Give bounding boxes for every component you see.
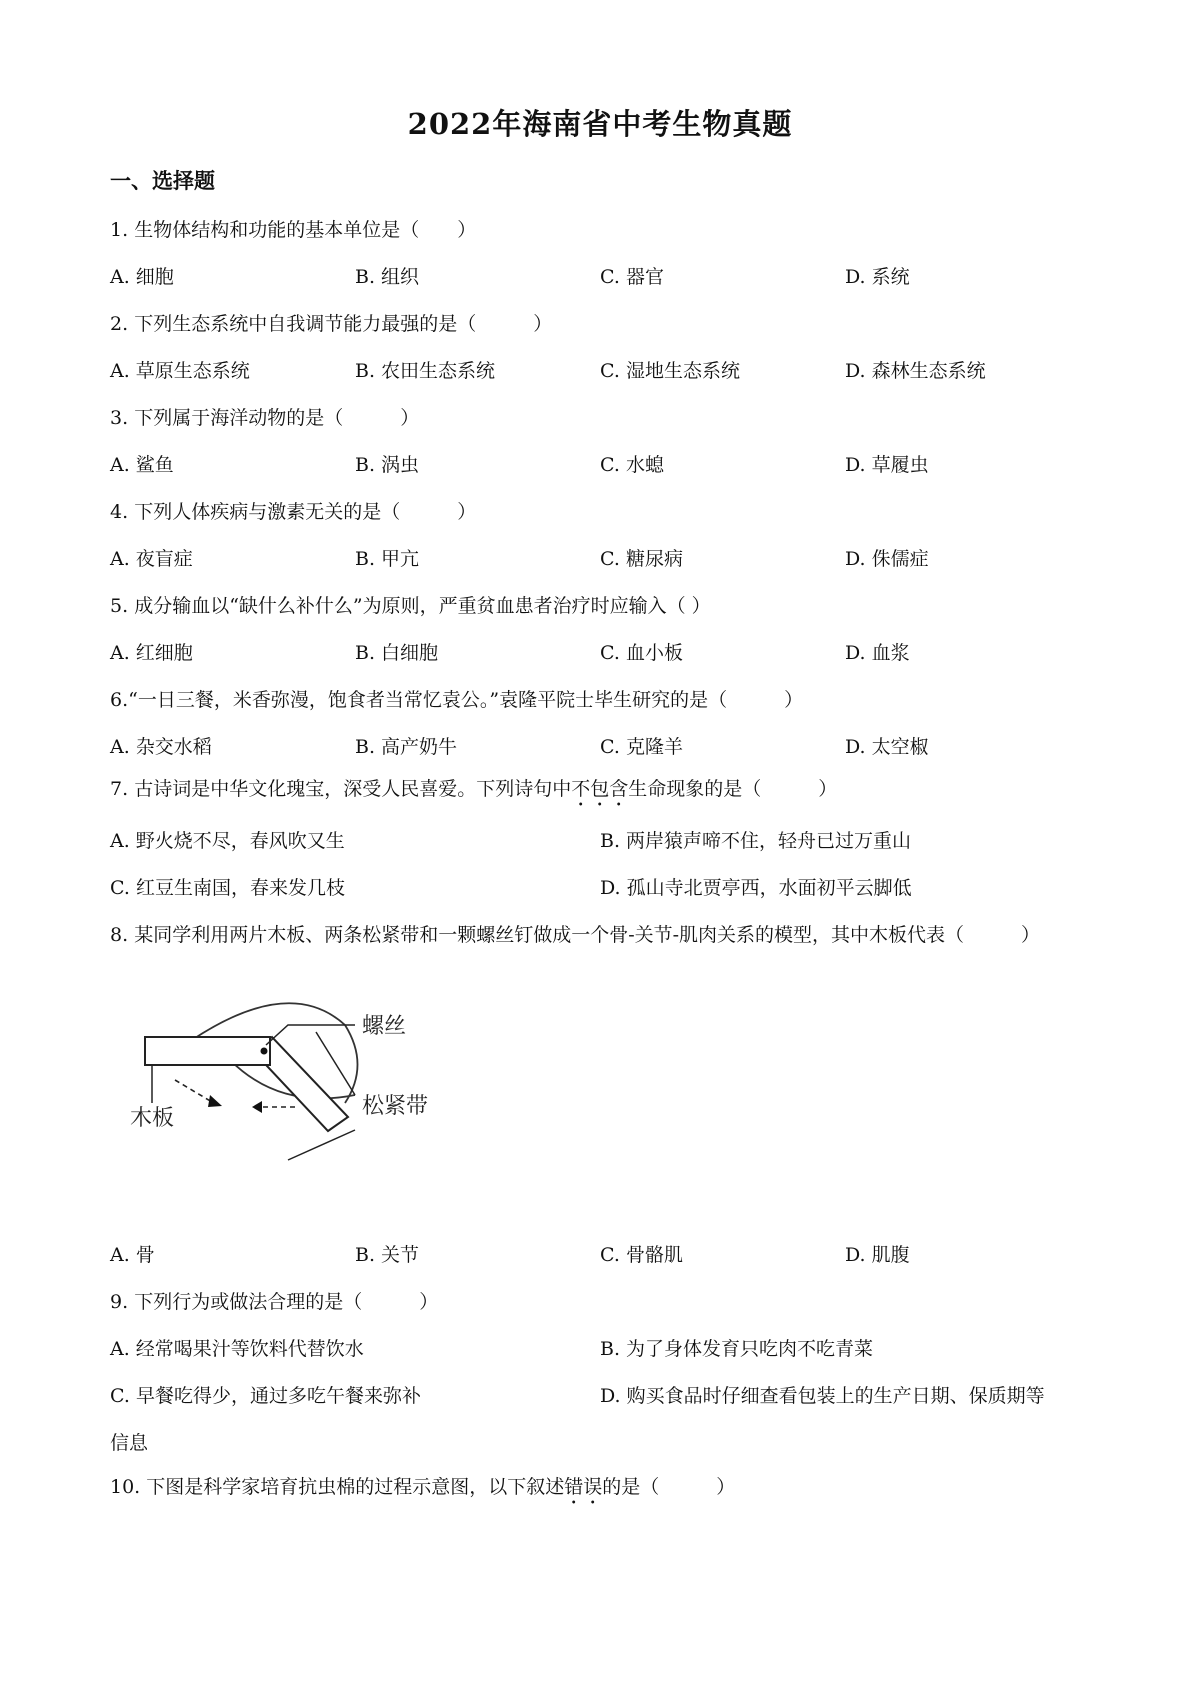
question-5	[110, 591, 711, 618]
arrow-head	[208, 1095, 222, 1107]
option-b: B. 两岸猿声啼不住，轻舟已过万重山	[600, 830, 912, 852]
option-c: C. 糖尿病	[600, 548, 683, 570]
question-text: 某同学利用两片木板、两条松紧带和一颗螺丝钉做成一个骨-关节-肌肉关系的模型，其中木板代表（ ）	[134, 924, 1041, 946]
question-text-tail: 的是（ ）	[602, 1476, 736, 1498]
option-d: D. 草履虫	[845, 454, 929, 476]
option-a: A. 细胞	[110, 266, 174, 288]
option-c: C. 红豆生南国，春来发几枝	[110, 877, 345, 899]
question-text: 下图是科学家培育抗虫棉的过程示意图，以下叙述	[146, 1476, 565, 1498]
section-title: 一、选择题	[110, 168, 215, 193]
question-text: “一日三餐，米香弥漫，饱食者当常忆袁公。”袁隆平院士毕生研究的是（ ）	[128, 689, 804, 711]
option-b: B. 高产奶牛	[355, 736, 458, 758]
option-c: C. 骨骼肌	[600, 1244, 683, 1266]
option-d-continuation: 信息	[110, 1432, 149, 1454]
question-number: 1.	[110, 219, 129, 241]
question-7	[110, 774, 837, 811]
option-c: C. 器官	[600, 266, 664, 288]
option-c: C. 克隆羊	[600, 736, 683, 758]
option-a: A. 骨	[110, 1244, 155, 1266]
leader-band-2	[288, 1130, 355, 1160]
emphasized-text: 错误	[564, 1476, 603, 1498]
option-d: D. 侏儒症	[845, 548, 929, 570]
question-3	[110, 403, 419, 430]
question-10	[110, 1472, 735, 1509]
option-a: A. 夜盲症	[110, 548, 193, 570]
option-d: D. 孤山寺北贾亭西，水面初平云脚低	[600, 877, 912, 899]
question-1	[110, 215, 476, 242]
question-text: 成分输血以“缺什么补什么”为原则，严重贫血患者治疗时应输入（ ）	[134, 595, 711, 617]
option-d: D. 森林生态系统	[845, 360, 986, 382]
option-b: B. 涡虫	[355, 454, 420, 476]
option-c: C. 水螅	[600, 454, 664, 476]
option-d: D. 血浆	[845, 642, 910, 664]
question-number: 2.	[110, 313, 129, 335]
page-title: 2022年海南省中考生物真题	[407, 107, 793, 141]
label-elastic-band: 松紧带	[362, 1094, 429, 1119]
question-text: 下列属于海洋动物的是（ ）	[134, 407, 420, 429]
question-text-tail: 生命现象的是（ ）	[628, 778, 838, 800]
bone-joint-muscle-model-figure	[130, 985, 460, 1170]
option-b: B. 组织	[355, 266, 420, 288]
option-d: D. 购买食品时仔细查看包装上的生产日期、保质期等	[600, 1385, 1045, 1407]
option-b: B. 白细胞	[355, 642, 439, 664]
option-c: C. 湿地生态系统	[600, 360, 740, 382]
label-screw: 螺丝	[362, 1014, 407, 1039]
option-a: A. 经常喝果汁等饮料代替饮水	[110, 1338, 364, 1360]
question-text: 生物体结构和功能的基本单位是（ ）	[134, 219, 477, 241]
question-6	[110, 685, 803, 712]
question-text: 下列行为或做法合理的是（ ）	[134, 1291, 439, 1313]
question-number: 8.	[110, 924, 129, 946]
option-a: A. 草原生态系统	[110, 360, 250, 382]
question-9	[110, 1287, 438, 1314]
question-number: 4.	[110, 501, 129, 523]
question-2	[110, 309, 552, 336]
question-number: 9.	[110, 1291, 129, 1313]
question-number: 3.	[110, 407, 129, 429]
option-c: C. 早餐吃得少，通过多吃午餐来弥补	[110, 1385, 421, 1407]
question-8	[110, 920, 1040, 947]
question-text: 下列人体疾病与激素无关的是（ ）	[134, 501, 477, 523]
option-d: D. 太空椒	[845, 736, 929, 758]
leader-screw	[266, 1025, 355, 1045]
option-b: B. 为了身体发育只吃肉不吃青菜	[600, 1338, 874, 1360]
question-4	[110, 497, 476, 524]
arrow-head	[252, 1101, 262, 1113]
question-text: 下列生态系统中自我调节能力最强的是（ ）	[134, 313, 553, 335]
option-b: B. 农田生态系统	[355, 360, 496, 382]
question-number: 6.	[110, 689, 129, 711]
question-number: 7.	[110, 778, 129, 800]
leader-band-1	[316, 1032, 355, 1095]
option-a: A. 杂交水稻	[110, 736, 212, 758]
question-number: 5.	[110, 595, 129, 617]
option-d: D. 系统	[845, 266, 910, 288]
question-number: 10.	[110, 1476, 141, 1498]
option-a: A. 红细胞	[110, 642, 193, 664]
question-text: 古诗词是中华文化瑰宝，深受人民喜爱。下列诗句中	[134, 778, 572, 800]
option-b: B. 关节	[355, 1244, 420, 1266]
option-b: B. 甲亢	[355, 548, 420, 570]
label-board: 木板	[130, 1106, 175, 1131]
option-a: A. 野火烧不尽，春风吹又生	[110, 830, 345, 852]
screw-dot	[261, 1048, 268, 1055]
option-c: C. 血小板	[600, 642, 683, 664]
option-d: D. 肌腹	[845, 1244, 910, 1266]
emphasized-text: 不包含	[571, 778, 629, 800]
option-a: A. 鲨鱼	[110, 454, 174, 476]
